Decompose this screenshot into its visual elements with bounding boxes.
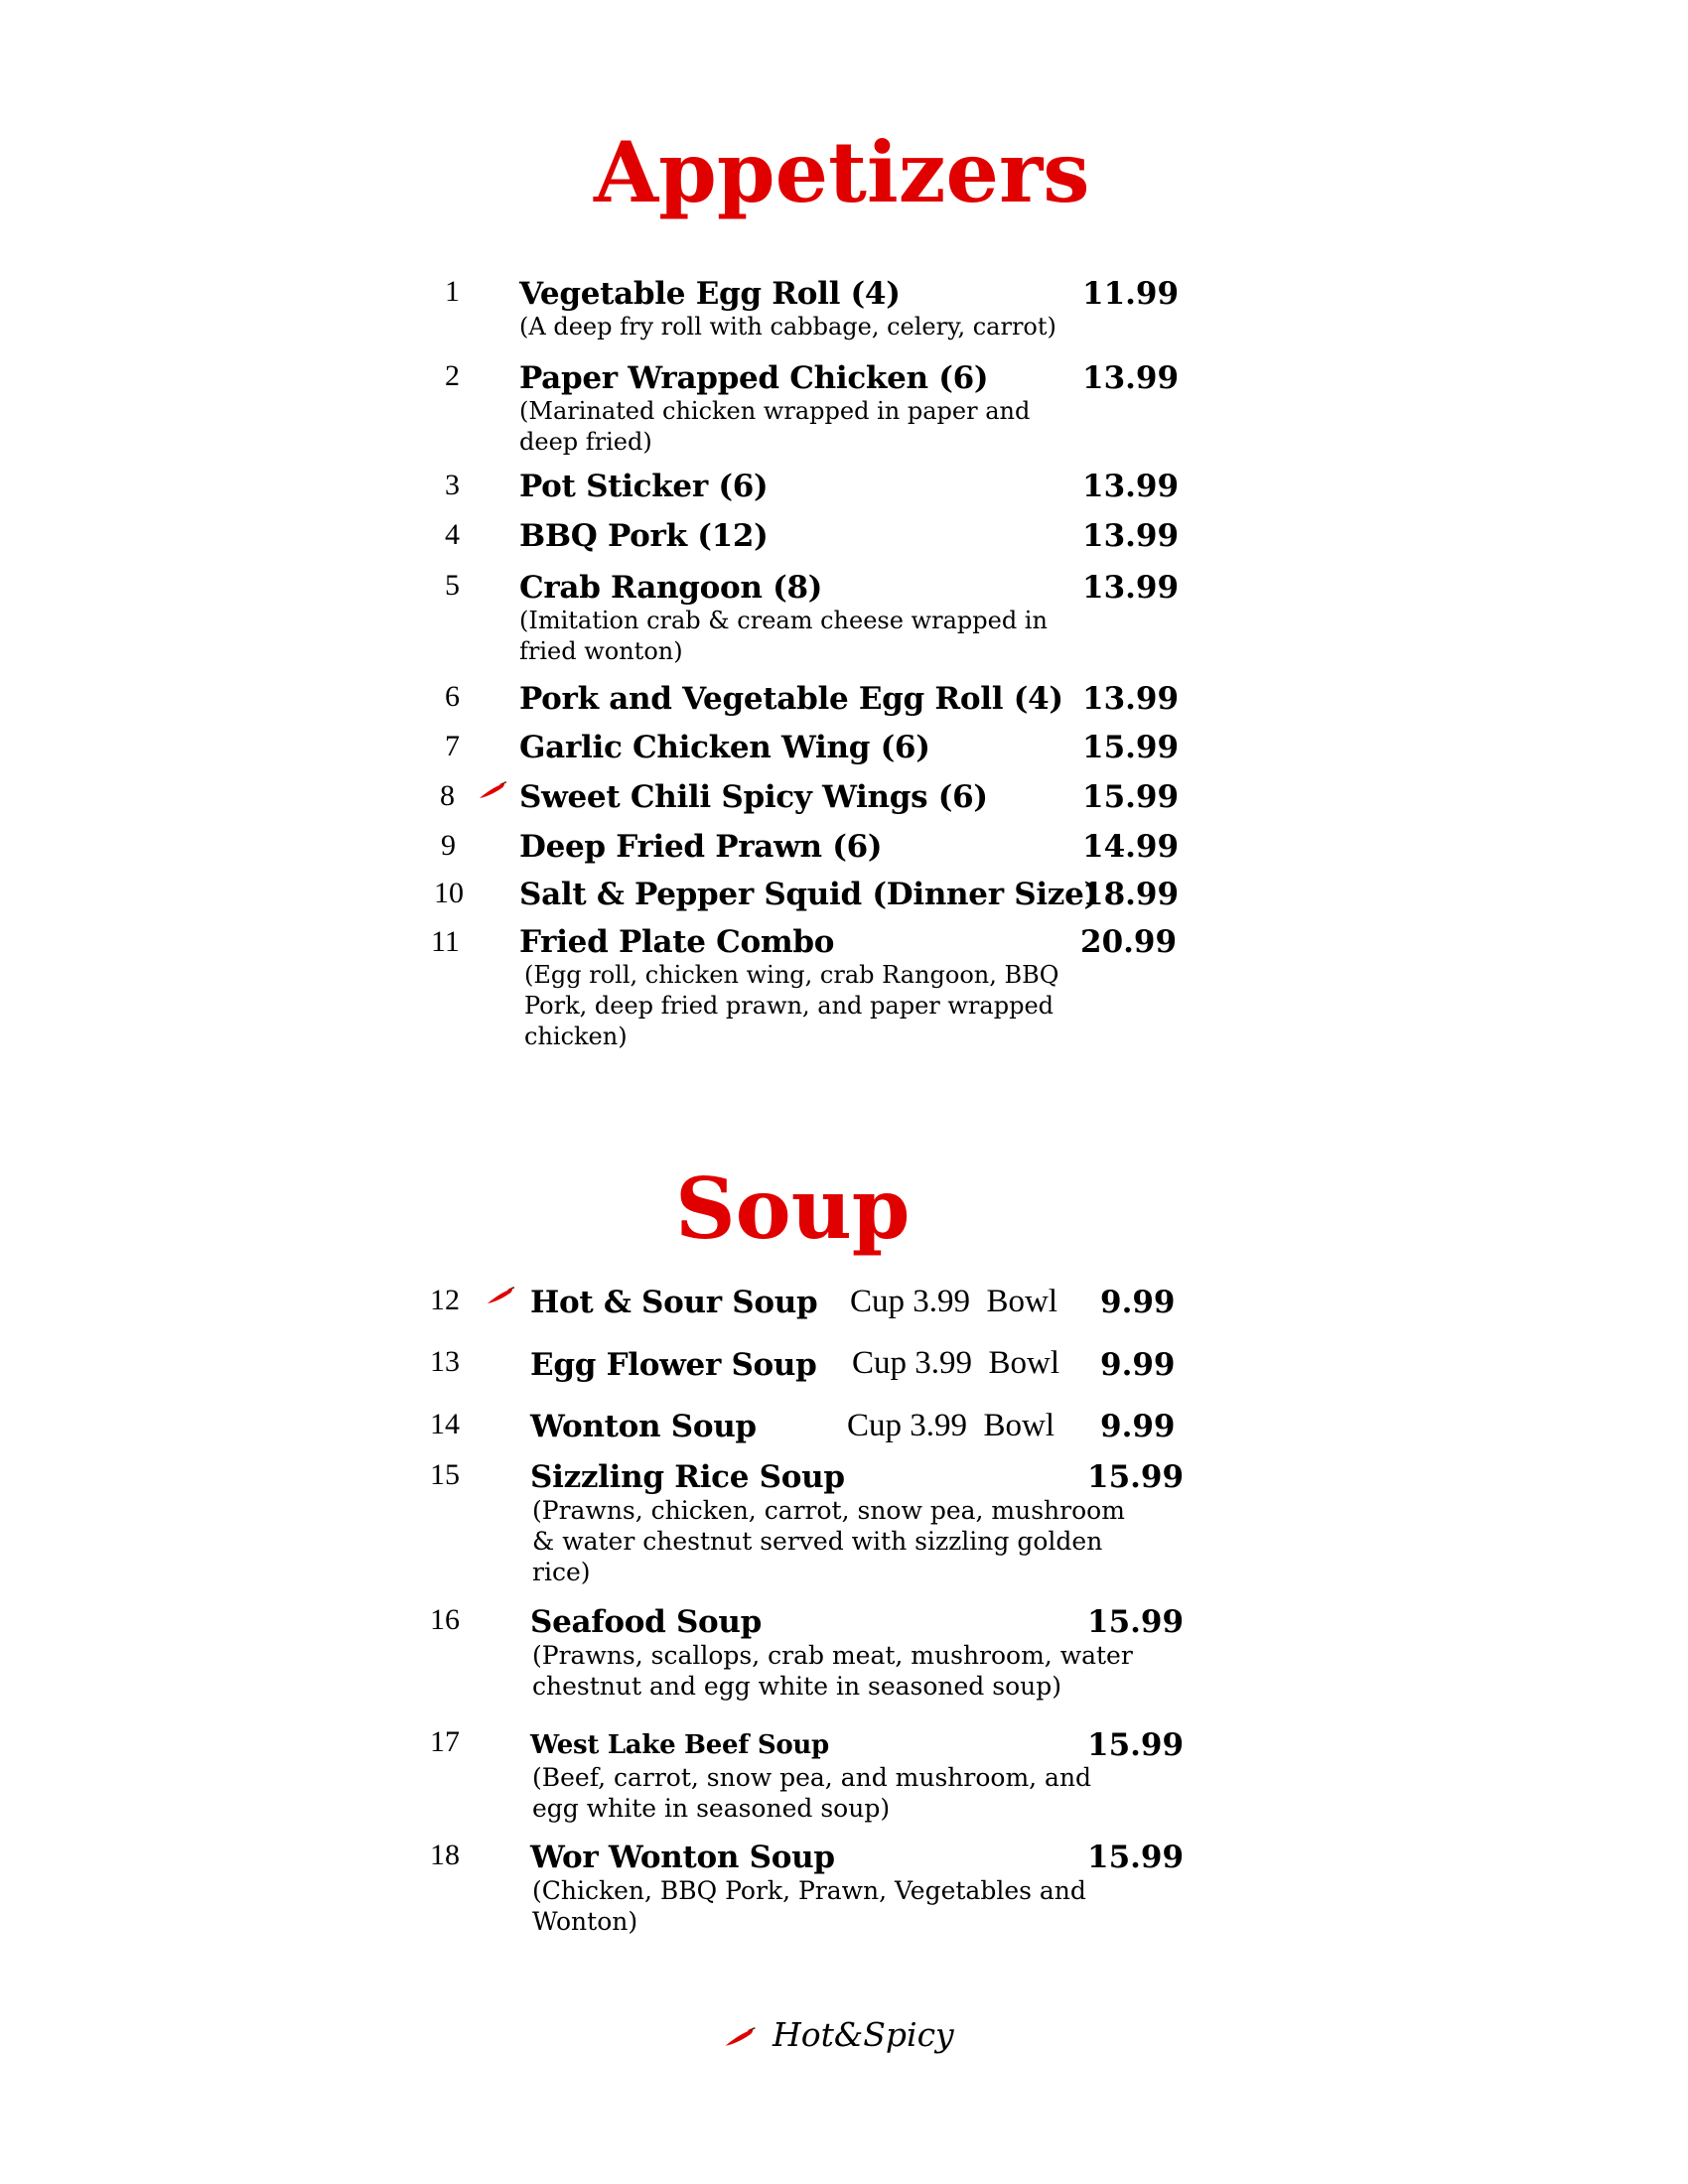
- item-description: (Prawns, scallops, crab meat, mushroom, water chestnut and egg white in seasoned soup): [532, 1641, 1133, 1701]
- item-name: Seafood Soup: [530, 1604, 763, 1640]
- item-price: 15.99: [1087, 1727, 1185, 1763]
- item-number: 4: [445, 518, 460, 551]
- item-number: 13: [430, 1345, 460, 1378]
- item-name: Hot & Sour Soup: [530, 1285, 818, 1320]
- item-name: Sweet Chili Spicy Wings (6): [519, 779, 988, 815]
- item-name: Wor Wonton Soup: [530, 1840, 835, 1875]
- item-price: 13.99: [1082, 469, 1180, 504]
- item-price: 15.99: [1087, 1840, 1185, 1875]
- item-name: Paper Wrapped Chicken (6): [519, 360, 989, 396]
- legend-label: Hot&Spicy: [773, 2015, 954, 2054]
- item-description: (Imitation crab & cream cheese wrapped in fried wonton): [519, 607, 1048, 665]
- item-number: 5: [445, 569, 460, 602]
- item-number: 17: [430, 1725, 460, 1758]
- item-description: (A deep fry roll with cabbage, celery, carrot): [519, 313, 1056, 341]
- item-name: Pork and Vegetable Egg Roll (4): [519, 681, 1063, 717]
- item-description: (Beef, carrot, snow pea, and mushroom, and egg white in seasoned soup): [532, 1763, 1092, 1823]
- item-description: (Egg roll, chicken wing, crab Rangoon, BBQ Pork, deep fried prawn, and paper wrapped chicken): [524, 961, 1059, 1050]
- chili-pepper-icon: [478, 781, 507, 801]
- item-price: 13.99: [1082, 360, 1180, 396]
- item-number: 16: [430, 1603, 460, 1636]
- item-number: 9: [441, 829, 456, 862]
- item-price: 15.99: [1082, 730, 1180, 765]
- item-description: (Prawns, chicken, carrot, snow pea, mushroom & water chestnut served with sizzling golden rice): [532, 1496, 1125, 1586]
- item-price: 13.99: [1082, 570, 1180, 606]
- item-number: 2: [445, 359, 460, 392]
- item-price: 20.99: [1080, 924, 1178, 960]
- item-name: Salt & Pepper Squid (Dinner Size): [519, 877, 1098, 912]
- item-number: 8: [440, 779, 455, 812]
- item-description: (Marinated chicken wrapped in paper and deep fried): [519, 397, 1031, 456]
- item-price: 9.99: [1100, 1285, 1176, 1320]
- cup-bowl-label: Cup 3.99 Bowl: [847, 1408, 1055, 1443]
- item-number: 6: [445, 680, 460, 713]
- item-number: 12: [430, 1284, 460, 1316]
- item-price: 11.99: [1082, 276, 1180, 312]
- chili-pepper-icon: [723, 2027, 757, 2049]
- item-name: Pot Sticker (6): [519, 469, 769, 504]
- item-number: 1: [445, 275, 460, 308]
- item-number: 7: [445, 730, 460, 762]
- item-number: 10: [434, 877, 464, 909]
- cup-bowl-label: Cup 3.99 Bowl: [852, 1345, 1060, 1381]
- item-price: 9.99: [1100, 1347, 1176, 1383]
- item-price: 14.99: [1082, 829, 1180, 865]
- appetizers-title: Appetizers: [594, 123, 1090, 221]
- item-price: 18.99: [1082, 877, 1180, 912]
- item-name: Sizzling Rice Soup: [530, 1459, 845, 1495]
- item-name: Crab Rangoon (8): [519, 570, 823, 606]
- item-price: 13.99: [1082, 681, 1180, 717]
- item-name: Deep Fried Prawn (6): [519, 829, 883, 865]
- item-price: 13.99: [1082, 518, 1180, 554]
- item-number: 15: [430, 1458, 460, 1491]
- soup-title: Soup: [675, 1160, 911, 1258]
- item-number: 14: [430, 1408, 460, 1440]
- item-number: 3: [445, 469, 460, 501]
- item-number: 11: [431, 925, 460, 958]
- item-name: Fried Plate Combo: [519, 924, 835, 960]
- item-price: 15.99: [1087, 1459, 1185, 1495]
- item-name: Egg Flower Soup: [530, 1347, 817, 1383]
- item-price: 15.99: [1082, 779, 1180, 815]
- item-price: 15.99: [1087, 1604, 1185, 1640]
- item-name: Vegetable Egg Roll (4): [519, 276, 901, 312]
- chili-pepper-icon: [486, 1287, 515, 1306]
- item-price: 9.99: [1100, 1409, 1176, 1444]
- item-number: 18: [430, 1839, 460, 1871]
- item-description: (Chicken, BBQ Pork, Prawn, Vegetables and Wonton): [532, 1876, 1086, 1936]
- item-name: BBQ Pork (12): [519, 518, 769, 554]
- item-name: Wonton Soup: [530, 1409, 757, 1444]
- item-name: Garlic Chicken Wing (6): [519, 730, 930, 765]
- item-name: West Lake Beef Soup: [530, 1730, 829, 1760]
- cup-bowl-label: Cup 3.99 Bowl: [850, 1284, 1058, 1319]
